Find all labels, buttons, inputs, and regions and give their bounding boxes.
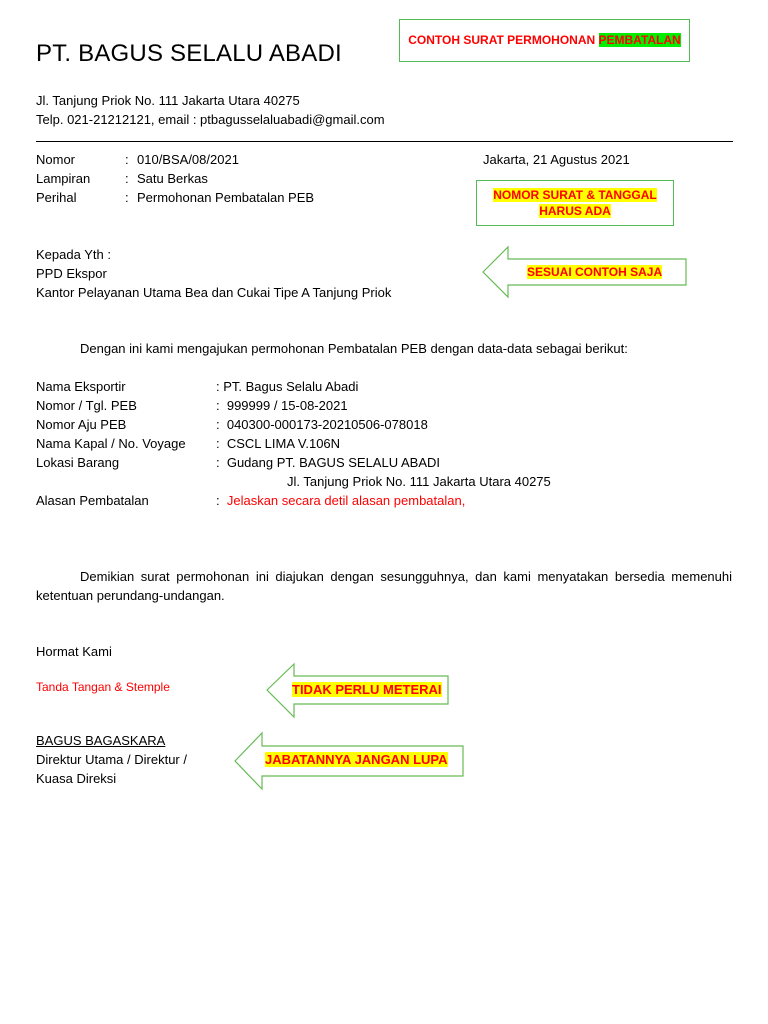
number-date-note-line2: HARUS ADA [539, 204, 611, 218]
detail-reason-text: Jelaskan secara detil alasan pembatalan, [226, 493, 466, 508]
signatory-name: BAGUS BAGASKARA [36, 733, 166, 748]
position-note: JABATANNYA JANGAN LUPA [265, 752, 448, 767]
signatory-title-line1: Direktur Utama / Direktur / [36, 752, 187, 767]
meterai-note: TIDAK PERLU METERAI [292, 682, 442, 697]
recipient-note: SESUAI CONTOH SAJA [527, 265, 663, 279]
detail-value-reason [216, 491, 465, 510]
detail-label-location: Lokasi Barang [36, 455, 120, 470]
number-date-note-line1: NOMOR SURAT & TANGGAL [493, 188, 657, 202]
detail-value-location: : Gudang PT. BAGUS SELALU ABADI [216, 455, 440, 470]
recipient-office: Kantor Pelayanan Utama Bea dan Cukai Tipe A Tanjung Priok [36, 285, 392, 300]
company-address: Jl. Tanjung Priok No. 111 Jakarta Utara 40275 [36, 93, 300, 108]
header-divider [36, 141, 733, 142]
detail-label-exporter: Nama Eksportir [36, 379, 126, 394]
recipient-unit: PPD Ekspor [36, 266, 107, 281]
number-date-note [476, 180, 674, 226]
detail-value-exporter: : PT. Bagus Selalu Abadi [216, 379, 359, 394]
detail-reason-sep: : [216, 493, 227, 508]
meta-value-lampiran: Satu Berkas [137, 171, 208, 186]
detail-value-location-address: Jl. Tanjung Priok No. 111 Jakarta Utara 40275 [287, 474, 551, 489]
company-name: PT. BAGUS SELALU ABADI [36, 40, 342, 67]
meta-label-nomor: Nomor [36, 152, 76, 167]
detail-label-reason: Alasan Pembatalan [36, 493, 149, 508]
detail-value-vessel: : CSCL LIMA V.106N [216, 436, 341, 451]
signature-placeholder: Tanda Tangan & Stemple [36, 680, 170, 694]
signatory-title-line2: Kuasa Direksi [36, 771, 117, 786]
detail-value-peb: : 999999 / 15-08-2021 [216, 398, 348, 413]
detail-value-aju: : 040300-000173-20210506-078018 [216, 417, 428, 432]
company-contact: Telp. 021-21212121, email : ptbagusselaluabadi@gmail.com [36, 112, 385, 127]
sample-letter-note-prefix: CONTOH SURAT PERMOHONAN [408, 33, 599, 47]
detail-label-aju: Nomor Aju PEB [36, 417, 127, 432]
sample-letter-note [399, 19, 690, 62]
meta-value-perihal: Permohonan Pembatalan PEB [137, 190, 315, 205]
intro-paragraph: Dengan ini kami mengajukan permohonan Pembatalan PEB dengan data-data sebagai berikut: [80, 341, 628, 356]
meta-label-perihal: Perihal [36, 190, 77, 205]
meta-sep-perihal: : [125, 190, 129, 205]
meta-sep-nomor: : [125, 152, 129, 167]
signature-greeting: Hormat Kami [36, 644, 112, 659]
recipient-salutation: Kepada Yth : [36, 247, 111, 262]
place-date: Jakarta, 21 Agustus 2021 [483, 152, 630, 167]
detail-label-vessel: Nama Kapal / No. Voyage [36, 436, 186, 451]
meta-value-nomor: 010/BSA/08/2021 [137, 152, 239, 167]
sample-letter-note-highlight: PEMBATALAN [598, 33, 681, 47]
meta-label-lampiran: Lampiran [36, 171, 91, 186]
closing-paragraph: Demikian surat permohonan ini diajukan dengan sesungguhnya, dan kami menyatakan bersedia memenuhi ketentuan perundang-undangan. [36, 569, 732, 603]
detail-label-peb: Nomor / Tgl. PEB [36, 398, 137, 413]
meta-sep-lampiran: : [125, 171, 129, 186]
